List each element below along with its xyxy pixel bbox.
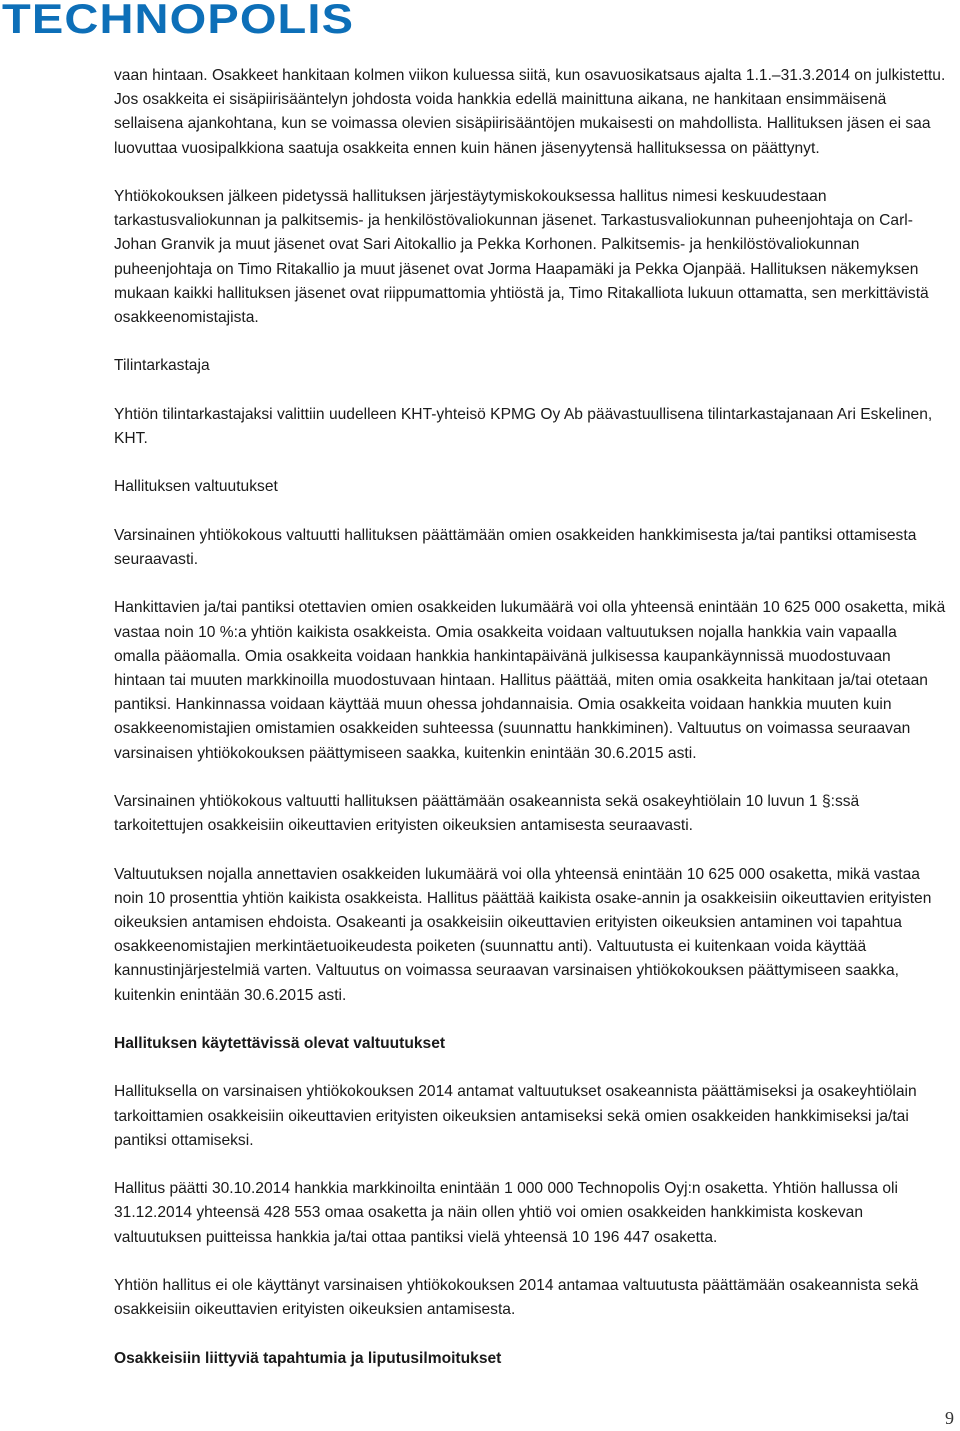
paragraph-board-committees: Yhtiökokouksen jälkeen pidetyssä hallituksen järjestäytymiskokouksessa hallitus nimesi keskuudestaan tarkastusvaliokunnan ja palkitsemis- ja henkilöstövaliokunnan jäsenet. Tarkastusvaliokunnan puheenjohtaja on Carl-Johan Granvik ja muut jäsenet ovat Sari Aitokallio ja Pekka Korhonen. Palkitsemis- ja henkilöstövaliokunnan puheenjohtaja on Timo Ritakallio ja muut jäsenet ovat Jorma Haapamäki ja Pekka Ojanpää. Hallituksen näkemyksen mukaan kaikki hallituksen jäsenet ovat riippumattomia yhtiöstä ja, Timo Ritakalliota lukuun ottamatta, sen merkittävistä osakkeenomistajista. (114, 188, 929, 327)
heading-available-authorizations: Hallituksen käytettävissä olevat valtuutukset (114, 1034, 446, 1052)
paragraph-authorization-intro: Varsinainen yhtiökokous valtuutti hallituksen päättämään omien osakkeiden hankkimisesta ja/tai pantiksi ottamisesta seuraavasti. (114, 526, 917, 568)
paragraph-own-shares-authorization: Hankittavien ja/tai pantiksi otettavien omien osakkeiden lukumäärä voi olla yhteensä enintään 10 625 000 osaketta, mikä vastaa noin 10 %:a yhtiön kaikista osakkeista. Omia osakkeita voidaan valtuutuksen nojalla hankkia vain vapaalla omalla pääomalla. Omia osakkeita voidaan hankkia hankintapäivänä julkisessa kaupankäynnissä muodostuvaan hintaan tai muuten markkinoilla muodostuvaan hintaan. Hallitus päättää, miten omia osakkeita hankitaan ja/tai otetaan pantiksi. Hankinnassa voidaan käyttää muun ohessa johdannaisia. Omia osakkeita voidaan hankkia muuten kuin osakkeenomistajien omistamien osakkeiden suhteessa (suunnattu hankkiminen). Valtuutus on voimassa seuraavan varsinaisen yhtiökokouksen päättymiseen saakka, kuitenkin enintään 30.6.2015 asti. (114, 599, 946, 762)
paragraph-unused-authorization: Yhtiön hallitus ei ole käyttänyt varsinaisen yhtiökokouksen 2014 antamaa valtuutusta päättämään osakeannista sekä osakkeisiin oikeuttavien erityisten oikeuksien antamisesta. (114, 1276, 919, 1319)
paragraph-share-purchase: vaan hintaan. Osakkeet hankitaan kolmen viikon kuluessa siitä, kun osavuosikatsaus ajalta 1.1.–31.3.2014 on julkistettu. Jos osakkeita ei sisäpiirisääntelyn johdosta voida hankkia edellä mainittuna aikana, ne hankitaan ensimmäisenä sellaisena ajankohtana, kun se voimassa olevien sisäpiirisääntöjen mukaisesti on mahdollista. Hallituksen jäsen ei saa luovuttaa vuosipalkkiona saatuja osakkeita ennen kuin hänen jäsenyytensä hallituksessa on päättynyt. (114, 67, 946, 157)
paragraph-available-authorizations: Hallituksella on varsinaisen yhtiökokouksen 2014 antamat valtuutukset osakeannista päättämiseksi ja osakeyhtiölain tarkoittamien osakkeisiin oikeuttavien erityisten oikeuksien antamiseksi sekä omien osakkeiden hankkimiseksi ja/tai pantiksi ottamiseksi. (114, 1083, 917, 1149)
paragraph-auditor: Yhtiön tilintarkastajaksi valittiin uudelleen KHT-yhteisö KPMG Oy Ab päävastuullisena tilintarkastajanaan Ari Eskelinen, KHT. (114, 405, 933, 447)
heading-share-events: Osakkeisiin liittyviä tapahtumia ja liputusilmoitukset (114, 1349, 502, 1367)
technopolis-logo: TECHNOPOLIS (2, 0, 355, 42)
paragraph-share-issue-authorization: Valtuutuksen nojalla annettavien osakkeiden lukumäärä voi olla yhteensä enintään 10 625 000 osaketta, mikä vastaa noin 10 prosenttia yhtiön kaikista osakkeista. Hallitus päättää kaikista osake-annin ja osakkeisiin oikeuttavien erityisten oikeuksien antamisen ehdoista. Osakeanti ja osakkeisiin oikeuttavien erityisten oikeuksien antaminen voi tapahtua osakkeenomistajien merkintäetuoikeudesta poiketen (suunnattu anti). Valtuutusta ei kuitenkaan voida käyttää kannustinjärjestelmiä varten. Valtuutus on voimassa seuraavan varsinaisen yhtiökokouksen päättymiseen saakka, kuitenkin enintään 30.6.2015 asti. (114, 865, 932, 1004)
document-body (114, 64, 946, 1395)
paragraph-share-buyback-decision: Hallitus päätti 30.10.2014 hankkia markkinoilta enintään 1 000 000 Technopolis Oyj:n osaketta. Yhtiön hallussa oli 31.12.2014 yhteensä 428 553 omaa osaketta ja näin ollen yhtiö voi omien osakkeiden hankkimista koskevan valtuutuksen puitteissa hankkia ja/tai ottaa pantiksi vielä yhteensä 10 196 447 osaketta. (114, 1180, 898, 1246)
paragraph-share-issue-intro: Varsinainen yhtiökokous valtuutti hallituksen päättämään osakeannista sekä osakeyhtiölain 10 luvun 1 §:ssä tarkoitettujen osakkeisiin oikeuttavien erityisten oikeuksien antamisesta seuraavasti. (114, 792, 860, 835)
page-number: 9 (945, 1408, 954, 1428)
heading-board-authorizations: Hallituksen valtuutukset (114, 478, 278, 496)
heading-auditor: Tilintarkastaja (114, 357, 210, 375)
